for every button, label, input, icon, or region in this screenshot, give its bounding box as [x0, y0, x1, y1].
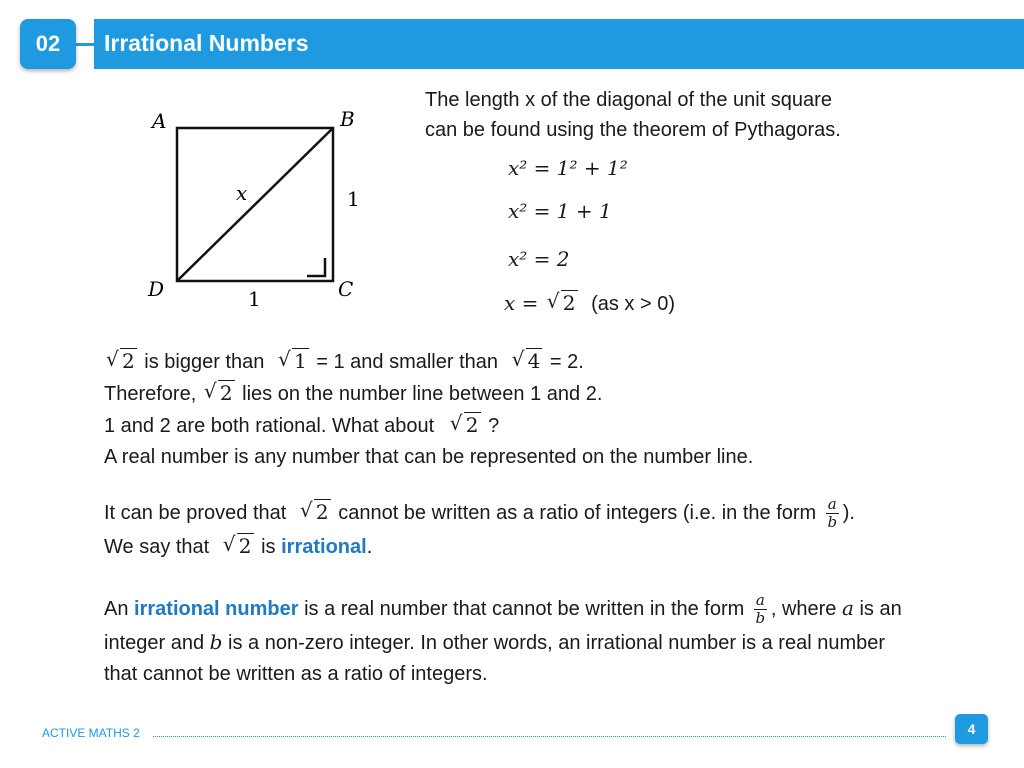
para1-l3-text-a: 1 and 2 are both rational. What about	[104, 415, 435, 437]
footer-label: ACTIVE MATHS 2	[42, 726, 140, 740]
sqrt-2-e: √ 2	[222, 532, 252, 559]
variable-a: a	[841, 596, 854, 620]
para2-text-d: We say that	[104, 536, 210, 559]
equation-4	[504, 291, 675, 316]
para1-line-4: A real number is any number that can be represented on the number line.	[104, 446, 754, 468]
para2-text-a: It can be proved that	[104, 502, 287, 524]
irrational-number-highlight: irrational number	[134, 598, 299, 620]
para3-text-b1: integer and	[104, 632, 205, 655]
para2-line-1	[104, 494, 1004, 531]
para3-text-a6: is an	[859, 598, 902, 620]
para3-line-3: that cannot be written as a ratio of integers.	[104, 663, 488, 686]
sqrt-2-b: √ 2	[203, 379, 233, 405]
para1-line-1	[104, 346, 1004, 378]
equation-4-lhs: x =	[504, 291, 545, 315]
equation-3: x² = 2	[508, 247, 570, 271]
diagonal-label: x	[236, 181, 248, 205]
paragraph-2	[104, 494, 1004, 563]
intro-line-2: can be found using the theorem of Pythagoras.	[425, 119, 841, 141]
vertex-b-label: B	[340, 107, 355, 131]
side-right-label: 1	[347, 187, 360, 211]
unit-square-diagram	[140, 100, 380, 320]
sqrt-1: √ 1	[277, 347, 307, 373]
irrational-highlight: irrational	[281, 536, 367, 559]
vertex-c-label: C	[338, 277, 354, 301]
intro-text	[425, 85, 945, 145]
side-bottom-label: 1	[248, 287, 261, 311]
sqrt-2-d: √ 2	[299, 498, 329, 524]
equation-2: x² = 1 + 1	[508, 199, 612, 223]
chapter-badge: 02	[20, 19, 76, 69]
paragraph-3	[104, 590, 1004, 690]
fraction-a-over-b-2: $\frac{a}{b}$	[755, 591, 766, 628]
para1-l2-text-b: lies on the number line between 1 and 2.	[242, 383, 603, 405]
variable-b: b	[209, 630, 223, 655]
para1-l3-text-b: ?	[488, 415, 500, 437]
para1-l2-text-a: Therefore,	[104, 383, 197, 405]
para1-text-2: = 1 and smaller than	[316, 351, 499, 373]
para1-line-3	[104, 410, 1004, 442]
vertex-a-label: A	[152, 109, 167, 133]
para3-line-2	[104, 627, 1004, 659]
para1-text-3: = 2.	[549, 351, 584, 373]
sqrt-2-c: √ 2	[449, 411, 479, 437]
fraction-a-over-b: $\frac{a}{b}$	[827, 495, 838, 532]
intro-line-1: The length x of the diagonal of the unit square	[425, 89, 832, 111]
footer-divider	[153, 736, 946, 737]
sqrt-4: √ 4	[511, 347, 541, 373]
page-number-badge: 4	[955, 714, 988, 744]
vertex-d-label: D	[148, 277, 165, 301]
para3-text-a4: , where	[770, 598, 837, 620]
para2-line-2	[104, 531, 1004, 563]
equation-4-note: (as x > 0)	[591, 293, 675, 315]
equation-1: x² = 1² + 1²	[508, 156, 628, 180]
para3-line-1	[104, 590, 1004, 627]
para2-text-c: ).	[842, 502, 855, 524]
page-title: Irrational Numbers	[104, 30, 309, 56]
para3-text-a3: is a real number that cannot be written in the form	[304, 598, 745, 620]
para3-text-b3: is a non-zero integer. In other words, an irrational number is a real number	[228, 632, 886, 655]
para1-text-1: is bigger than	[144, 351, 265, 373]
right-angle-marker	[307, 258, 325, 276]
para2-text-e: is	[261, 536, 276, 559]
header-connector	[76, 43, 96, 46]
para2-text-b: cannot be written as a ratio of integers (i.e. in the form	[338, 502, 817, 524]
para2-text-f: .	[366, 536, 373, 559]
sqrt-2-a: √ 2	[106, 347, 135, 373]
paragraph-1	[104, 346, 1004, 473]
diagonal-line	[177, 128, 333, 281]
sqrt-2-eq4: √ 2	[546, 289, 576, 315]
para3-text-a1: An	[104, 598, 129, 620]
para1-line-2	[104, 378, 1004, 410]
